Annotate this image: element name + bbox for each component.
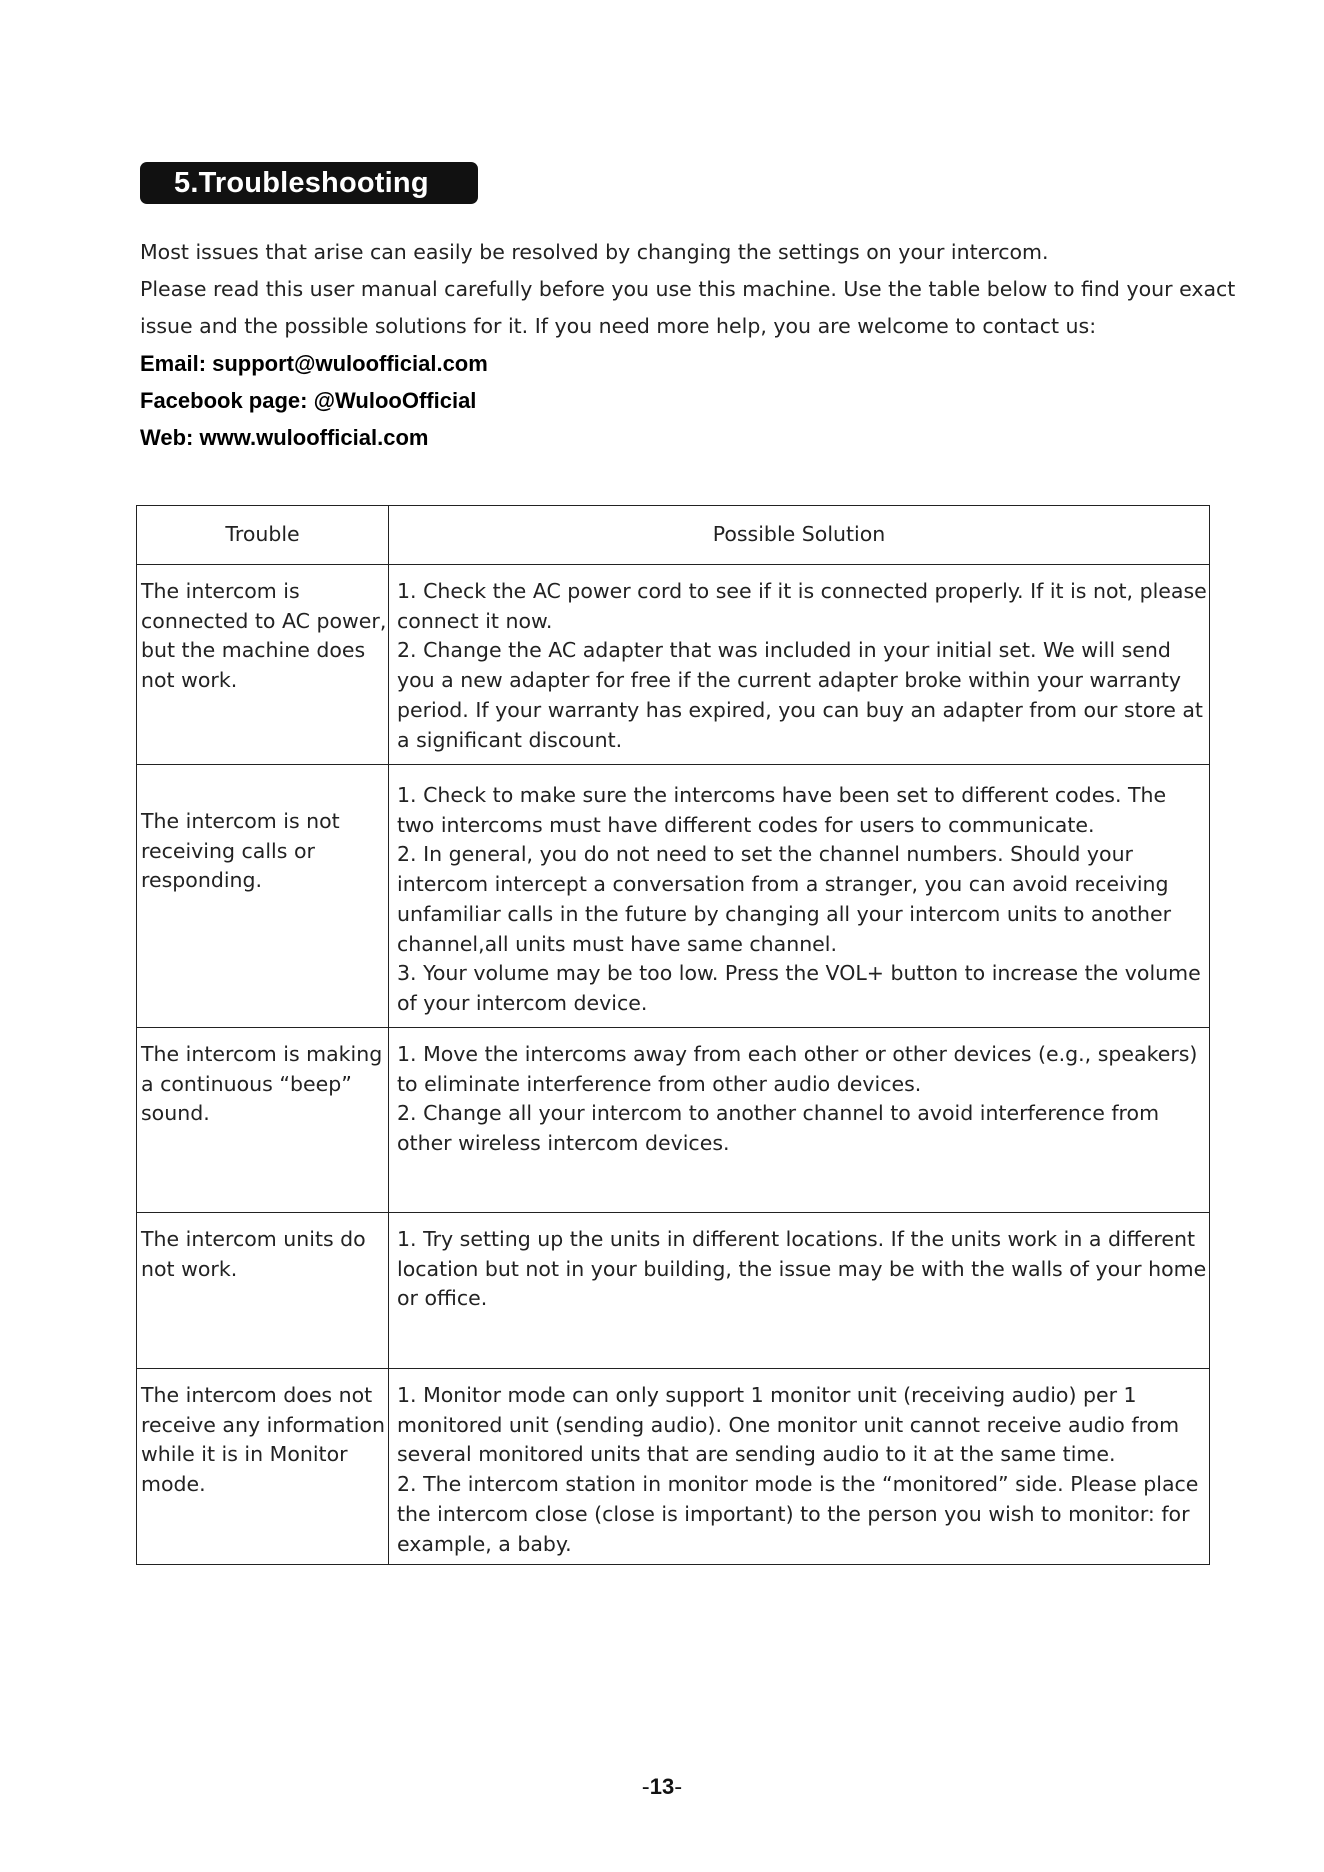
trouble-cell: The intercom is connected to AC power, but the machine does not work. (137, 565, 389, 765)
solution-cell (389, 1213, 1210, 1369)
table-header-row (137, 506, 1210, 565)
contact-facebook: Facebook page: @WulooOfficial (140, 388, 477, 413)
table-row (137, 1213, 1210, 1369)
solution-item: 1. Check to make sure the intercoms have been set to different codes. The two intercoms must have different codes for users to communicate. (397, 783, 1167, 837)
intro-line: issue and the possible solutions for it. If you need more help, you are welcome to contact us: (140, 314, 1097, 338)
contact-email: Email: support@wuloofficial.com (140, 351, 488, 376)
troubleshooting-table (136, 505, 1210, 1565)
intro-block (140, 234, 1236, 456)
page-number-value: 13 (649, 1774, 675, 1799)
solution-item: 1. Try setting up the units in different locations. If the units work in a different location but not in your building, the issue may be with the walls of your home or office. (397, 1227, 1207, 1311)
table-row (137, 765, 1210, 1028)
trouble-cell: The intercom units do not work. (137, 1213, 389, 1369)
solution-item: 2. Change all your intercom to another channel to avoid interference from other wireless intercom devices. (397, 1101, 1160, 1156)
intro-line: Please read this user manual carefully before you use this machine. Use the table below to find your exact (140, 277, 1236, 301)
solution-item: 1. Monitor mode can only support 1 monitor unit (receiving audio) per 1 monitored unit (sending audio). One monitor unit cannot receive audio from several monitored units that are sending audio to it at the same time. (397, 1383, 1180, 1467)
solution-item: 3. Your volume may be too low. Press the VOL+ button to increase the volume of your intercom device. (397, 961, 1201, 1015)
table-row (137, 1028, 1210, 1213)
contact-web: Web: www.wuloofficial.com (140, 425, 429, 450)
solution-item: 2. The intercom station in monitor mode is the “monitored” side. Please place the intercom close (close is important) to the person you wish to monitor: for example, a baby. (397, 1472, 1199, 1556)
solution-item: 2. In general, you do not need to set the channel numbers. Should your intercom intercept a conversation from a stranger, you can avoid receiving unfamiliar calls in the future by changing all your intercom units to another channel,all units must have same channel. (397, 842, 1172, 956)
solution-item: 1. Move the intercoms away from each other or other devices (e.g., speakers) to eliminate interference from other audio devices. (397, 1042, 1198, 1096)
page-number: -13- (641, 1774, 683, 1800)
solution-item: 2. Change the AC adapter that was included in your initial set. We will send you a new adapter for free if the current adapter broke within your warranty period. If your warranty has expired, you can buy an adapter from our store at a significant discount. (397, 638, 1203, 752)
solution-cell (389, 765, 1210, 1028)
header-solution: Possible Solution (389, 506, 1210, 565)
solution-cell (389, 1369, 1210, 1565)
solution-cell (389, 1028, 1210, 1213)
solution-cell (389, 565, 1210, 765)
section-title: 5.Troubleshooting (140, 162, 478, 204)
trouble-cell: The intercom does not receive any information while it is in Monitor mode. (137, 1369, 389, 1565)
table-row (137, 565, 1210, 765)
trouble-cell: The intercom is not receiving calls or responding. (137, 765, 389, 1028)
trouble-cell: The intercom is making a continuous “beep” sound. (137, 1028, 389, 1213)
header-trouble: Trouble (137, 506, 389, 565)
table-row (137, 1369, 1210, 1565)
intro-line: Most issues that arise can easily be resolved by changing the settings on your intercom. (140, 240, 1049, 264)
solution-item: 1. Check the AC power cord to see if it is connected properly. If it is not, please connect it now. (397, 579, 1207, 633)
